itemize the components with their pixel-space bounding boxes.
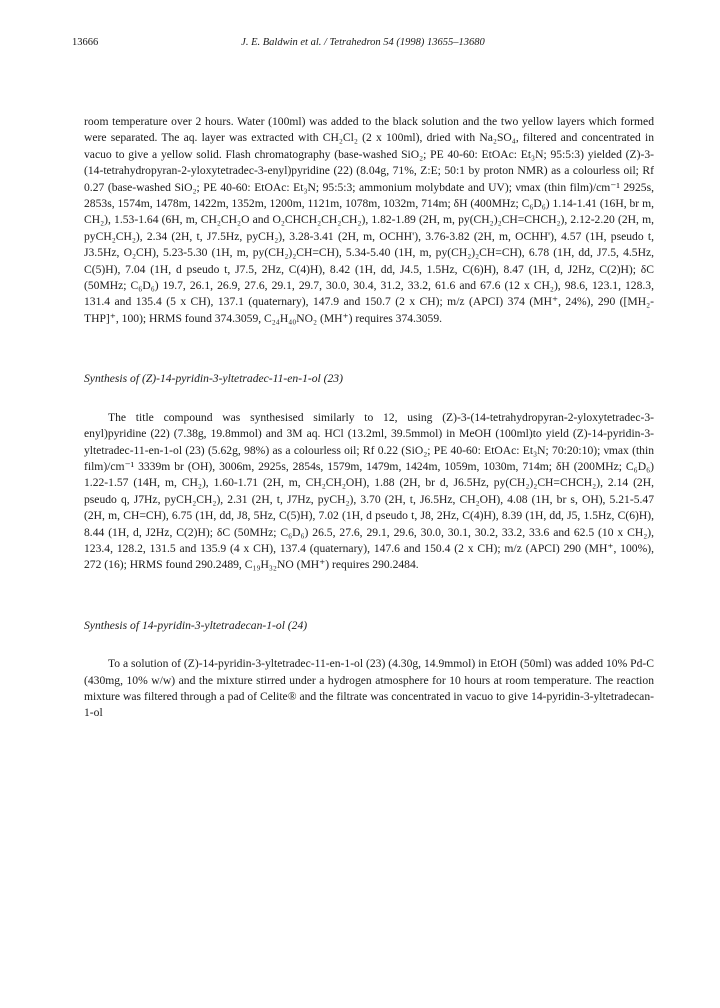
paragraph-compound-22: room temperature over 2 hours. Water (100ml) was added to the black solution and the two yellow layers which formed were separated. The aq. layer was extracted with CH₂Cl₂ (2 x 100ml), dried with Na₂SO₄, filtered and concentrated in vacuo to give a yellow solid. Flash chromatography (base-washed SiO₂; PE 40-60: EtOAc: Et₃N; 95:5:3) yielded (Z)-3-(14-tetrahydropyran-2-yloxytetradec-3-enyl)pyridine (22) (8.04g, 71%, Z:E; 50:1 by proton NMR) as a colourless oil; Rf 0.27 (base-washed SiO₂; PE 40-60: EtOAc: Et₃N; 95:5:3; ammonium molybdate and UV); νmax (thin film)/cm⁻¹ 2925s, 2853s, 1574m, 1478m, 1422m, 1352m, 1200m, 1121m, 1078m, 1032m, 714m; δH (400MHz; C₆D₆) 1.14-1.41 (16H, br m, CH₂), 1.53-1.64 (6H, m, CH₂CH₂O and O₂CHCH₂CH₂CH₂), 1.82-1.89 (2H, m, py(CH₂)₂CH=CHCH₂), 2.12-2.20 (2H, m, pyCH₂CH₂), 2.34 (2H, t, J7.5Hz, pyCH₂), 3.28-3.41 (2H, m, OCHH'), 3.76-3.82 (2H, m, OCHH'), 4.57 (1H, pseudo t, J3.5Hz, O₂CH), 5.23-5.30 (1H, m, py(CH₂)₂CH=CH), 5.34-5.40 (1H, m, py(CH₂)₂CH=CH), 6.78 (1H, dd, J7.5, 4.5Hz, C(5)H), 7.04 (1H, d pseudo t, J7.5, 2Hz, C(4)H), 8.42 (1H, dd, J4.5, 1.5Hz, C(6)H), 8.47 (1H, d, J2Hz, C(2)H); δC (50MHz; C₆D₆) 19.7, 26.1, 26.9, 27.6, 29.1, 29.7, 30.0, 30.4, 31.2, 33.2, 61.6 and 67.6 (12 x CH₂), 98.6, 123.1, 128.3, 131.4 and 135.4 (5 x CH), 137.1 (quaternary), 147.9 and 150.7 (2 x CH); m/z (APCI) 374 (MH⁺, 24%), 290 ([MH₂-THP]⁺, 100); HRMS found 374.3059, C₂₄H₄₀NO₂ (MH⁺) requires 374.3059. [84,115,654,325]
section-heading-24: Synthesis of 14-pyridin-3-yltetradecan-1-ol (24) [84,618,308,632]
page-number: 13666 [72,37,99,48]
running-head: J. E. Baldwin et al. / Tetrahedron 54 (1998) 13655–13680 [241,37,485,48]
paragraph-compound-24: To a solution of (Z)-14-pyridin-3-yltetradec-11-en-1-ol (23) (4.30g, 14.9mmol) in EtOH (50ml) was added 10% Pd-C (430mg, 10% w/w) and the mixture stirred under a hydrogen atmosphere for 10 hours at room temperature. The reaction mixture was filtered through a pad of Celite® and the filtrate was concentrated in vacuo to give 14-pyridin-3-yltetradecan-1-ol [84,657,654,720]
section-heading-23: Synthesis of (Z)-14-pyridin-3-yltetradec-11-en-1-ol (23) [84,372,343,386]
paragraph-compound-23: The title compound was synthesised similarly to 12, using (Z)-3-(14-tetrahydropyran-2-yloxytetradec-3-enyl)pyridine (22) (7.38g, 19.8mmol) and 3M aq. HCl (13.2ml, 39.5mmol) in MeOH (100ml)to yield (Z)-14-pyridin-3-yltetradec-11-en-1-ol (23) (5.62g, 98%) as a colourless oil; Rf 0.22 (SiO₂; PE 40-60: EtOAc: Et₃N; 70:20:10); νmax (thin film)/cm⁻¹ 3339m br (OH), 3006m, 2925s, 2854s, 1579m, 1479m, 1424m, 1059m, 1030m, 714m; δH (200MHz; C₆D₆) 1.22-1.57 (14H, m, CH₂), 1.60-1.71 (2H, m, CH₂CH₂OH), 1.88 (2H, br d, J6.5Hz, py(CH₂)₂CH=CHCH₂), 2.14 (2H, pseudo q, J7Hz, pyCH₂CH₂), 2.31 (2H, t, J7Hz, pyCH₂), 3.70 (2H, t, J6.5Hz, CH₂OH), 4.08 (1H, br s, OH), 5.21-5.47 (2H, m, CH=CH), 6.75 (1H, dd, J8, 5Hz, C(5)H), 7.02 (1H, d pseudo t, J8, 2Hz, C(4)H), 8.39 (1H, dd, J5, 1.5Hz, C(6)H), 8.44 (1H, d, J2Hz, C(2)H); δC (50MHz; C₆D₆) 26.5, 27.6, 29.1, 29.6, 30.0, 30.1, 30.2, 33.2, 33.6 and 62.5 (10 x CH₂), 123.4, 128.2, 131.5 and 135.9 (4 x CH), 137.4 (quaternary), 147.6 and 150.4 (2 x CH); m/z (APCI) 290 (MH⁺, 100%), 272 (16); HRMS found 290.2489, C₁₉H₃₂NO (MH⁺) requires 290.2484. [84,410,654,572]
article-body [84,114,654,722]
